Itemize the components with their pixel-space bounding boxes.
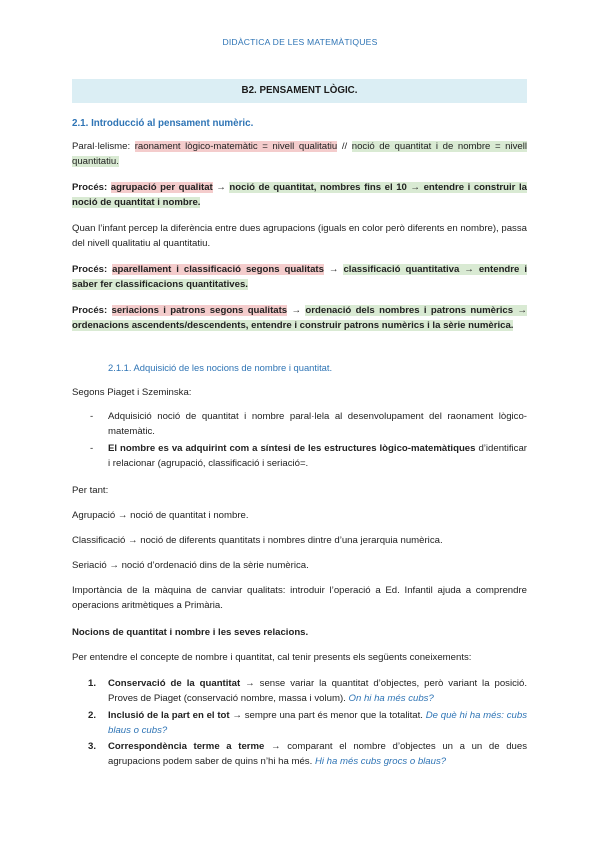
process-label: Procés: <box>72 264 113 275</box>
bullet-text: Adquisició noció de quantitat i nombre paral·lela al desenvolupament del raonament lògico-matemàtic. <box>108 411 527 437</box>
process-3-qualitative: seriacions i patrons segons qualitats <box>111 305 288 316</box>
process-paragraph-2 <box>72 263 527 293</box>
subsection-heading-2-1-1: 2.1.1. Adquisició de les nocions de nombre i quantitat. <box>108 362 333 373</box>
process-1-arrow: → <box>212 182 230 193</box>
section-title-box: B2. PENSAMENT LÒGIC. <box>72 79 527 103</box>
numbered-item <box>72 740 527 770</box>
bullet-item <box>72 410 527 440</box>
seriacio-line: Seriació → noció d’ordenació dins de la sèrie numèrica. <box>72 560 309 571</box>
item-bold-title: Inclusió de la part en el tot <box>108 709 230 721</box>
number-marker: 3. <box>88 741 97 753</box>
item-question: On hi ha més cubs? <box>348 692 434 704</box>
bullet-marker: - <box>90 411 94 422</box>
parallelism-quantitative: noció de quantitat i de nombre = nivell quantitatiu. <box>72 141 528 167</box>
process-2-quantitative: classificació quantitativa → entendre i saber fer classificacions quantitatives. <box>72 264 527 290</box>
process-3-arrow: → <box>287 305 306 316</box>
number-marker: 2. <box>88 709 97 721</box>
piaget-bullet-list <box>72 410 527 471</box>
importancia-paragraph: Importància de la màquina de canviar qualitats: introduir l’operació a Ed. Infantil ajuda a comprendre operacions aritmètiques a Primària. <box>72 585 527 611</box>
item-text: → sempre una part és menor que la totalitat. <box>229 709 426 721</box>
item-question: Hi ha més cubs grocs o blaus? <box>314 756 447 768</box>
parallelism-paragraph <box>72 140 527 170</box>
item-text: → comparant el nombre d’objectes un a un de dues agrupacions podem saber de quins n’hi ha més. <box>108 741 527 768</box>
nocions-heading: Nocions de quantitat i nombre i les seves relacions. <box>72 627 309 638</box>
bullet-marker: - <box>90 442 94 454</box>
knowledge-numbered-list <box>72 677 527 770</box>
process-paragraph-1 <box>72 181 527 211</box>
classificacio-line: Classificació → noció de diferents quantitats i nombres dintre d’una jerarquia numèrica. <box>72 535 443 546</box>
infant-paragraph: Quan l’infant percep la diferència entre dues agrupacions (iguals en color però diferents en nombre), passa del nivell qualitatiu al quantitatiu. <box>72 223 527 249</box>
item-bold-title: Conservació de la quantitat <box>108 678 241 689</box>
process-1-qualitative: agrupació per qualitat <box>110 182 213 193</box>
page-header-title: DIDÀCTICA DE LES MATEMÀTIQUES <box>222 37 378 47</box>
process-label: Procés: <box>72 305 112 316</box>
item-text: → sense variar la quantitat d’objectes, però variant la posició. Proves de Piaget (conservació nombre, massa i volum). <box>108 678 528 704</box>
parallelism-separator: // <box>337 141 352 152</box>
process-3-quantitative: ordenació dels nombres i patrons numèrics → ordenacions ascendents/descendents, entendre i construir patrons numèrics i la sèrie numèrica. <box>72 305 527 331</box>
parallelism-qualitative: raonament lògico-matemàtic = nivell qualitatiu <box>134 141 338 152</box>
piaget-intro: Segons Piaget i Szeminska: <box>72 387 192 398</box>
per-tant-label: Per tant: <box>72 485 109 496</box>
process-1-quantitative: noció de quantitat, nombres fins el 10 → entendre i construir la noció de quantitat i nombre. <box>72 182 527 208</box>
parallelism-prefix: Paral·lelisme: <box>72 141 135 152</box>
bullet-text: d’identificar i relacionar (agrupació, classificació i seriació=. <box>108 442 527 469</box>
number-marker: 1. <box>88 678 97 689</box>
item-question: De què hi ha més: cubs blaus o cubs? <box>108 709 528 736</box>
process-2-qualitative: aparellament i classificació segons qualitats <box>112 264 324 275</box>
item-bold-title: Correspondència terme a terme <box>108 741 265 753</box>
process-2-arrow: → <box>323 264 344 275</box>
process-label: Procés: <box>72 182 111 193</box>
subsection-heading-2-1: 2.1. Introducció al pensament numèric. <box>72 118 254 129</box>
numbered-item <box>72 709 527 739</box>
numbered-item <box>72 677 527 707</box>
process-paragraph-3 <box>72 304 527 334</box>
bullet-item <box>72 442 527 472</box>
per-entendre-paragraph: Per entendre el concepte de nombre i quantitat, cal tenir presents els següents coneixements: <box>72 652 472 663</box>
bullet-bold-text: El nombre es va adquirint com a síntesi de les estructures lògico-matemàtiques <box>108 442 476 454</box>
agrupacio-line: Agrupació → noció de quantitat i nombre. <box>72 510 249 521</box>
